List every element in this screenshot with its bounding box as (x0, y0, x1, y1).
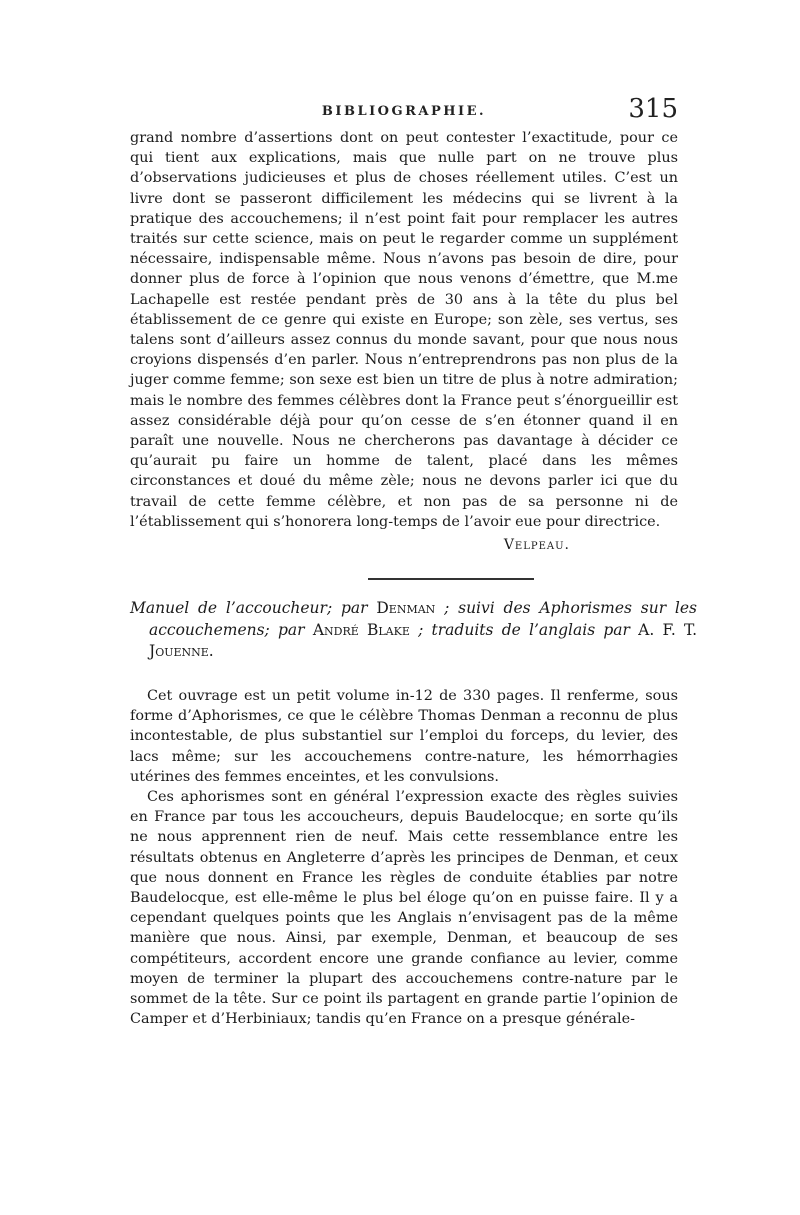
review-paragraph: Cet ouvrage est un petit volume in-12 de 330 pages. Il renferme, sous forme d’Aphorismes, ce que le célèbre Thomas Denman a reconnu de plus incontestable, de plus substantiel sur l’emploi du forceps, du levier, des lacs même; sur les accouchemens contre-nature, les hémorrhagies utérines des femmes enceintes, et les convulsions. (130, 688, 678, 785)
book-author-denman: Denman (376, 599, 436, 617)
book-title-part2: ; suivi des Aphorismes sur les accouchemens; par (149, 599, 697, 639)
page-number: 315 (628, 94, 678, 124)
page-header (130, 94, 678, 124)
running-title: BIBLIOGRAPHIE. (321, 104, 487, 119)
book-author-blake: André Blake (312, 620, 410, 639)
review-paragraph: Ces aphorismes sont en général l’expression exacte des règles suivies en France par tous les accoucheurs, depuis Baudelocque; en sorte qu’ils ne nous apprennent rien de neuf. Mais cette ressemblance entre les résultats obtenus en Angleterre d’après les principes de Denman, et ceux que nous donnent en France les règles de conduite établies par notre Baudelocque, est elle-même le plus bel éloge qu’on en puisse faire. Il y a cependant quelques points que les Anglais n’envisagent pas de la même manière que nous. Ainsi, par exemple, Denman, et beaucoup de ses compétiteurs, accordent encore une grande confiance au levier, comme moyen de terminer la plupart des accouchemens contre-nature par le sommet de la tête. Sur ce point ils partagent en grande partie l’opinion de Camper et d’Herbiniaux; tandis qu’en France on a presque générale- (130, 789, 678, 1028)
review-signature: Velpeau. (503, 537, 570, 553)
section-divider (368, 578, 534, 580)
book-title (130, 598, 697, 663)
book-review (130, 686, 678, 1029)
book-title-part3: ; traduits de l’anglais par (409, 620, 639, 639)
continued-paragraph: grand nombre d’assertions dont on peut contester l’exactitude, pour ce qui tient aux explications, mais que nulle part on ne trouve plus d’observations judicieuses et plus de choses réellement utiles. C’est un livre dont se passeront difficilement les médecins qui se livrent à la pratique des accouchemens; il n’est point fait pour remplacer les autres traités sur cette science, mais on peut le regarder comme un supplément nécessaire, indispensable même. Nous n’avons pas besoin de dire, pour donner plus de force à l’opinion que nous venons d’émettre, que M.me Lachapelle est restée pendant près de 30 ans à la tête du plus bel établissement de ce genre qui existe en Europe; son zèle, ses vertus, ses talens sont d’ailleurs assez connus du monde savant, pour que nous nous croyions dispensés d’en parler. Nous n’entreprendrons pas non plus de la juger comme femme; son sexe est bien un titre de plus à notre admiration; mais le nombre des femmes célèbres dont la France peut s’énorgueillir est assez considérable déjà pour qu’on cesse de s’en étonner quand il en paraît une nouvelle. Nous ne chercherons pas davantage à décider ce qu’aurait pu faire un homme de talent, placé dans les mêmes circonstances et doué du même zèle; nous ne devons parler ici que du travail de cette femme célèbre, et non pas de sa personne ni de l’établissement qui s’honorera long-temps de l’avoir eue pour directrice. (130, 130, 678, 530)
continued-review (130, 128, 678, 532)
book-translator: A. F. T. Jouenne. (149, 620, 697, 660)
book-title-part1: Manuel de l’accoucheur; par (130, 599, 377, 617)
